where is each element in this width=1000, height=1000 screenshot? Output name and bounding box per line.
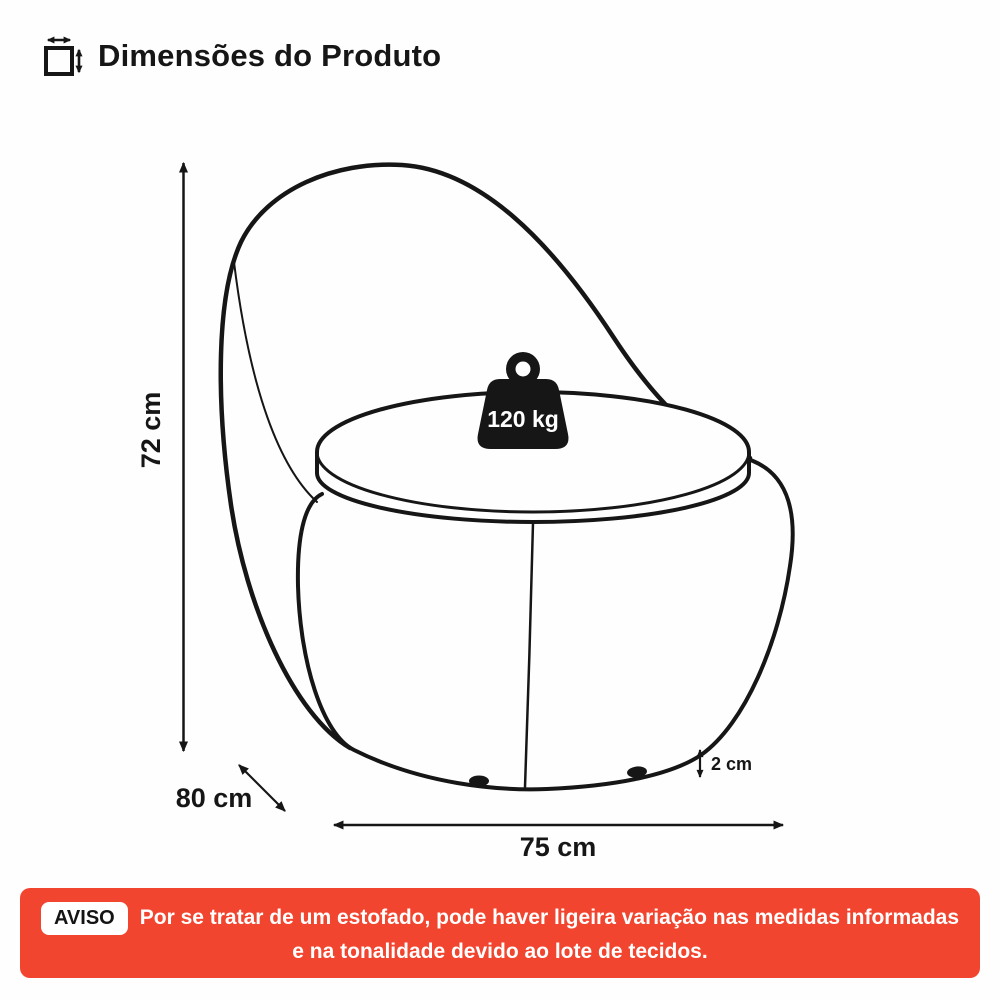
depth-dimension — [176, 765, 285, 813]
weight-icon — [478, 352, 569, 449]
armchair-drawing — [221, 165, 793, 790]
warning-text-2: e na tonalidade devido ao lote de tecidos. — [292, 940, 708, 963]
warning-badge: AVISO — [41, 902, 128, 935]
weight-capacity-label: 120 kg — [487, 406, 559, 432]
width-dimension — [334, 825, 783, 862]
depth-label: 80 cm — [175, 783, 253, 813]
height-label: 72 cm — [136, 391, 166, 469]
backrest-inner-line — [234, 262, 317, 502]
warning-line-1 — [41, 902, 959, 935]
feet-height-label: 2 cm — [711, 754, 753, 774]
seat-center-seam — [525, 523, 533, 787]
warning-banner — [20, 888, 980, 978]
warning-text-1: Por se tratar de um estofado, pode haver ligeira variação nas medidas informadas — [139, 906, 960, 930]
feet-height-dimension — [700, 750, 752, 777]
height-dimension — [136, 163, 184, 751]
width-label: 75 cm — [519, 832, 597, 862]
page-title: Dimensões do Produto — [98, 38, 442, 73]
chair-foot-left — [469, 776, 489, 787]
